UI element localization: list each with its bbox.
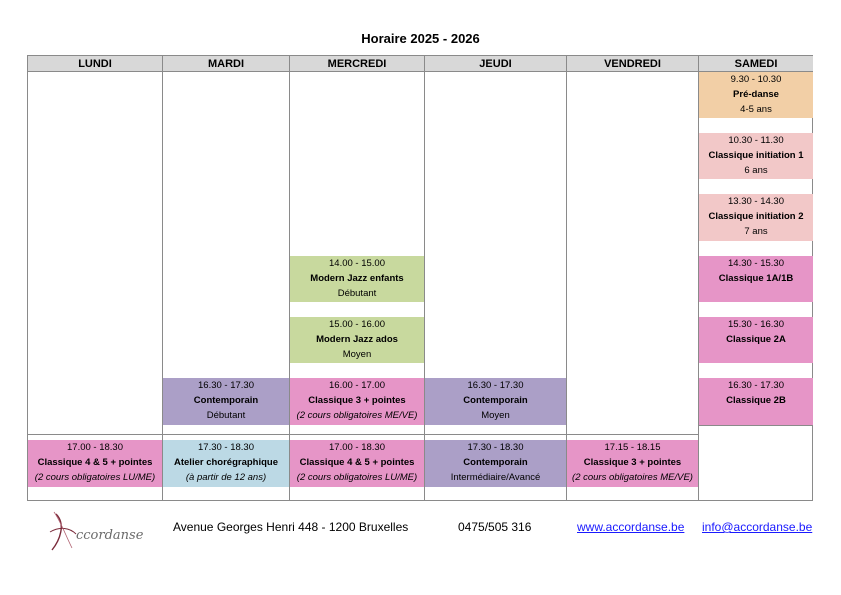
slot-note: (à partir de 12 ans) (185, 472, 267, 483)
slot-time: 14.30 - 15.30 (728, 258, 784, 269)
slot-name: Classique 4 & 5 + pointes (299, 457, 415, 468)
row-divider (699, 425, 813, 426)
footer-address: Avenue Georges Henri 448 - 1200 Bruxelles (173, 520, 409, 534)
class-slot (163, 440, 289, 487)
slot-name: Modern Jazz ados (316, 334, 398, 345)
slot-time: 16.30 - 17.30 (728, 380, 784, 391)
slot-name: Contemporain (463, 395, 528, 406)
class-slot (699, 72, 813, 118)
schedule-table (27, 55, 813, 501)
slot-name: Modern Jazz enfants (310, 273, 404, 284)
class-slot (28, 440, 162, 487)
slot-note: Débutant (206, 410, 246, 421)
slot-time: 17.00 - 18.30 (67, 442, 123, 453)
slot-note: (2 cours obligatoires LU/ME) (34, 472, 156, 483)
slot-time: 16.30 - 17.30 (467, 380, 524, 391)
class-slot (425, 440, 566, 487)
footer-email-link[interactable]: info@accordanse.be (702, 520, 813, 534)
slot-time: 16.00 - 17.00 (329, 380, 385, 391)
slot-name: Classique initiation 2 (708, 211, 804, 222)
class-slot (290, 256, 424, 302)
slot-note: (2 cours obligatoires ME/VE) (572, 472, 693, 483)
class-slot (699, 256, 813, 302)
slot-name: Classique 3 + pointes (308, 395, 406, 406)
class-slot (567, 440, 698, 487)
slot-name: Contemporain (193, 395, 259, 406)
slot-time: 10.30 - 11.30 (728, 135, 784, 146)
footer-phone: 0475/505 316 (458, 520, 532, 534)
accordanse-logo (46, 510, 154, 554)
class-slot (425, 378, 566, 425)
slot-time: 17.30 - 18.30 (198, 442, 254, 453)
slot-note: Moyen (342, 349, 372, 360)
header-mercredi: MERCREDI (290, 56, 424, 72)
footer-website-link[interactable]: www.accordanse.be (577, 520, 685, 534)
class-slot (699, 133, 813, 179)
header-mardi: MARDI (163, 56, 289, 72)
class-slot (699, 317, 813, 363)
header-vendredi: VENDREDI (567, 56, 698, 72)
slot-time: 17.00 - 18.30 (329, 442, 385, 453)
slot-time: 14.00 - 15.00 (329, 258, 385, 269)
slot-note: (2 cours obligatoires ME/VE) (296, 410, 418, 421)
page-title: Horaire 2025 - 2026 (361, 31, 480, 46)
slot-time: 9.30 - 10.30 (730, 74, 782, 85)
slot-name: Classique 2A (726, 334, 786, 345)
slot-note: Moyen (481, 410, 510, 421)
row-divider (28, 434, 698, 435)
slot-time: 17.15 - 18.15 (604, 442, 661, 453)
slot-time: 13.30 - 14.30 (728, 196, 784, 207)
slot-name: Classique initiation 1 (708, 150, 804, 161)
slot-name: Classique 1A/1B (718, 273, 794, 284)
slot-note: 6 ans (744, 165, 768, 176)
header-lundi: LUNDI (28, 56, 162, 72)
svg-text:ccordanse: ccordanse (76, 528, 144, 543)
class-slot (290, 317, 424, 363)
slot-note: (2 cours obligatoires LU/ME) (296, 472, 418, 483)
class-slot (699, 378, 813, 425)
class-slot (699, 194, 813, 241)
slot-note: 7 ans (744, 226, 768, 237)
header-samedi: SAMEDI (699, 56, 813, 72)
slot-time: 16.30 - 17.30 (198, 380, 254, 391)
class-slot (290, 378, 424, 425)
slot-name: Classique 2B (726, 395, 786, 406)
slot-time: 15.30 - 16.30 (728, 319, 784, 330)
slot-note: Intermédiaire/Avancé (450, 472, 541, 483)
slot-note: 4-5 ans (740, 104, 772, 115)
header-jeudi: JEUDI (425, 56, 566, 72)
slot-time: 17.30 - 18.30 (467, 442, 524, 453)
class-slot (163, 378, 289, 425)
slot-name: Contemporain (463, 457, 528, 468)
class-slot (290, 440, 424, 487)
slot-note: Débutant (337, 288, 377, 299)
slot-time: 15.00 - 16.00 (329, 319, 385, 330)
slot-name: Classique 3 + pointes (583, 457, 682, 468)
slot-name: Pré-danse (733, 89, 779, 100)
slot-name: Atelier chorégraphique (174, 457, 278, 468)
slot-name: Classique 4 & 5 + pointes (37, 457, 153, 468)
